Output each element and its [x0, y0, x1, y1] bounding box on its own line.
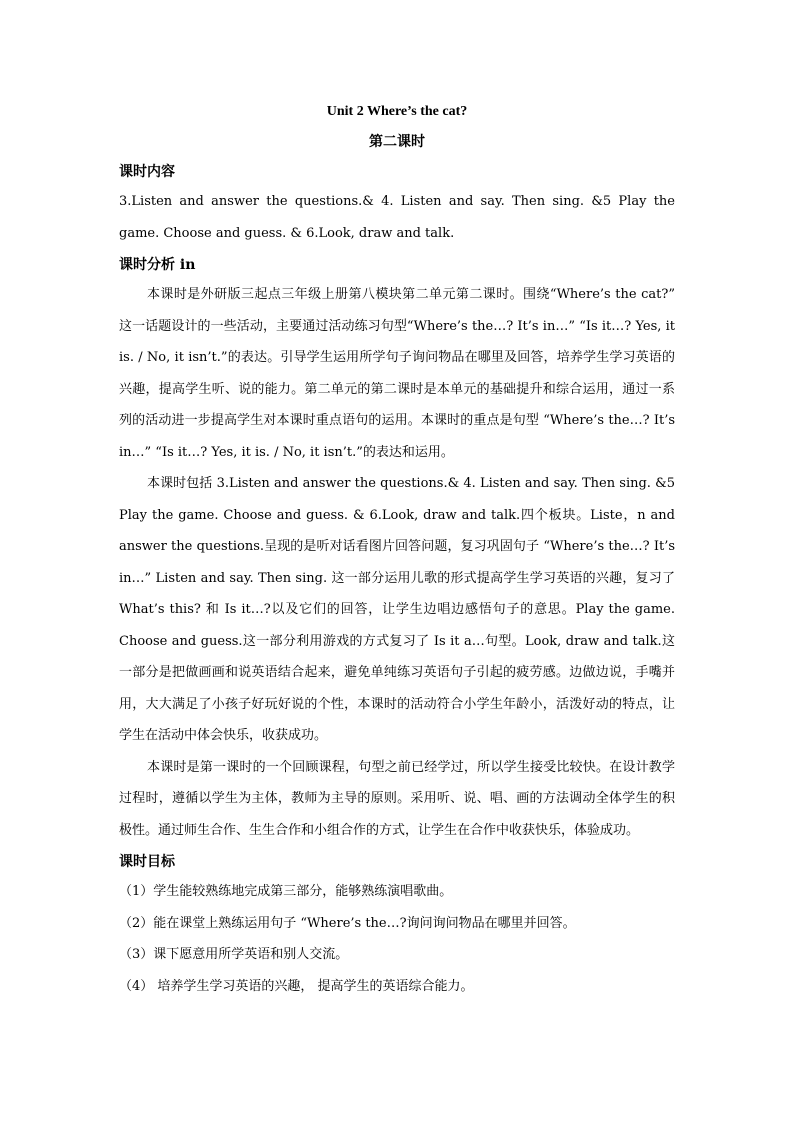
document-body	[119, 100, 675, 1002]
objective-item-3: （3）课下愿意用所学英语和别人交流。	[119, 947, 349, 962]
content-heading: 课时内容	[119, 164, 175, 180]
analysis-heading: 课时分析 in	[119, 257, 196, 273]
analysis-paragraph-2: 本课时包括 3.Listen and answer the questions.& 4. Listen and say. Then sing. &5 Play the game. Choose and guess. & 6.Look, draw and talk.四个板块。Liste，n and answer the questions.呈现的是听对话看图片回答问题，复习巩固句子 “Where’s the…? It’s in…” Listen and say. Then sing. 这一部分运用儿歌的形式提高学生学习英语的兴趣，复习了 What’s this? 和 Is it…?以及它们的回答，让学生边唱边感悟句子的意思。Play the game. Choose and guess.这一部分利用游戏的方式复习了 Is it a…句型。Look, draw and talk.这一部分是把做画画和说英语结合起来，避免单纯练习英语句子引起的疲劳感。边做边说，手嘴并用，大大满足了小孩子好玩好说的个性，本课时的活动符合小学生年龄小，活泼好动的特点，让学生在活动中体会快乐，收获成功。	[119, 476, 675, 743]
objective-item-1: （1）学生能较熟练地完成第三部分，能够熟练演唱歌曲。	[119, 884, 453, 899]
content-text: 3.Listen and answer the questions.& 4. Listen and say. Then sing. &5 Play the game. Choose and guess. & 6.Look, draw and talk.	[119, 194, 675, 241]
objectives-list	[119, 876, 675, 1002]
objective-item-2: （2）能在课堂上熟练运用句子 “Where’s the…?询问询问物品在哪里并回答。	[119, 915, 576, 931]
objective-item-4: （4） 培养学生学习英语的兴趣， 提高学生的英语综合能力。	[119, 978, 474, 994]
lesson-subtitle: 第二课时	[369, 134, 425, 150]
objectives-heading: 课时目标	[119, 854, 175, 870]
analysis-paragraph-1: 本课时是外研版三起点三年级上册第八模块第二单元第二课时。围绕“Where’s the cat?” 这一话题设计的一些活动，主要通过活动练习句型“Where’s the…? It’s in…” “Is it…? Yes, it is. / No, it isn’t.”的表达。引导学生运用所学句子询问物品在哪里及回答，培养学生学习英语的兴趣，提高学生听、说的能力。第二单元的第二课时是本单元的基础提升和综合运用，通过一系列的活动进一步提高学生对本课时重点语句的运用。本课时的重点是句型 “Where’s the…? It’s in…” “Is it…? Yes, it is. / No, it isn’t.”的表达和运用。	[119, 287, 675, 460]
analysis-paragraph-3: 本课时是第一课时的一个回顾课程，句型之前已经学过，所以学生接受比较快。在设计教学过程时，遵循以学生为主体，教师为主导的原则。采用听、说、唱、画的方法调动全体学生的积极性。通过师生合作、生生合作和小组合作的方式，让学生在合作中收获快乐，体验成功。	[119, 759, 675, 838]
lesson-title: Unit 2 Where’s the cat?	[326, 104, 468, 119]
